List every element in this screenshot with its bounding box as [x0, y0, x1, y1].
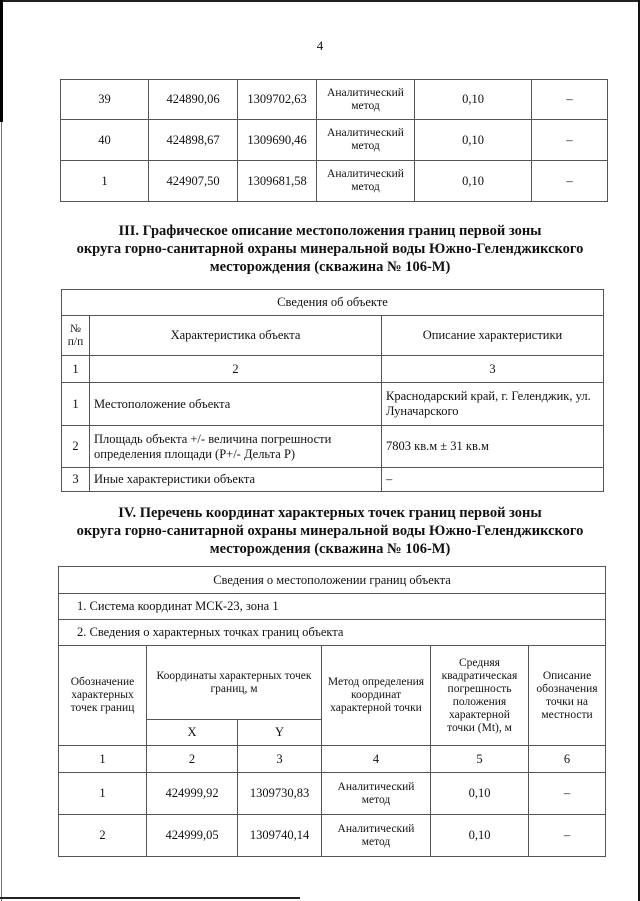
scan-edge-left-thin [1, 122, 2, 901]
col-number: 6 [529, 746, 606, 773]
y-cell: 1309702,63 [238, 80, 317, 120]
point-cell: 2 [59, 815, 147, 857]
desc-cell: – [529, 815, 606, 857]
row-number: 2 [62, 426, 90, 468]
col-number: 2 [90, 356, 382, 383]
header-coords: Координаты характерных точек границ, м [147, 646, 322, 720]
table-row [59, 773, 606, 815]
x-cell: 424999,05 [147, 815, 238, 857]
row-number: 3 [62, 468, 90, 492]
method-cell: Аналитический метод [317, 80, 415, 120]
header-description: Описание характеристики [382, 316, 604, 356]
mt-cell: 0,10 [415, 80, 532, 120]
x-cell: 424907,50 [149, 161, 238, 202]
column-number-row [62, 356, 604, 383]
mt-cell: 0,10 [431, 815, 529, 857]
boundary-coordinates-table [58, 566, 606, 857]
col-number: 1 [62, 356, 90, 383]
heading-line: III. Графическое описание местоположения границ первой зоны [118, 223, 542, 239]
y-cell: 1309740,14 [238, 815, 322, 857]
point-cell: 1 [61, 161, 149, 202]
y-cell: 1309690,46 [238, 120, 317, 161]
heading-line: месторождения (скважина № 106-М) [209, 259, 451, 275]
header-designation: Обозначение характерных точек границ [59, 646, 147, 746]
method-cell: Аналитический метод [317, 161, 415, 202]
scan-edge-top [0, 0, 640, 2]
heading-line: округа горно-санитарной охраны минеральной воды Южно-Геленджикского [76, 523, 584, 539]
table-row [62, 383, 604, 426]
row-number: 1 [62, 383, 90, 426]
characteristic-cell: Местоположение объекта [90, 383, 382, 426]
y-cell: 1309730,83 [238, 773, 322, 815]
points-info: 2. Сведения о характерных точках границ объекта [59, 620, 606, 646]
description-cell: Краснодарский край, г. Геленджик, ул. Луначарского [382, 383, 604, 426]
table-row [59, 815, 606, 857]
coord-system: 1. Система координат МСК-23, зона 1 [59, 594, 606, 620]
desc-cell: – [532, 120, 608, 161]
coord-system-row [59, 594, 606, 620]
col-number: 3 [382, 356, 604, 383]
desc-cell: – [532, 80, 608, 120]
table-title: Сведения о местоположении границ объекта [59, 567, 606, 594]
mt-cell: 0,10 [415, 161, 532, 202]
description-cell: 7803 кв.м ± 31 кв.м [382, 426, 604, 468]
continuation-coordinates-table [60, 79, 608, 202]
table-title-row [59, 567, 606, 594]
method-cell: Аналитический метод [322, 815, 431, 857]
section-4-heading [40, 504, 620, 558]
col-number: 1 [59, 746, 147, 773]
y-cell: 1309681,58 [238, 161, 317, 202]
header-y: Y [238, 720, 322, 746]
object-info-table [61, 289, 604, 492]
table-row [62, 426, 604, 468]
points-info-row [59, 620, 606, 646]
header-characteristic: Характеристика объекта [90, 316, 382, 356]
scan-edge-left [0, 0, 3, 122]
col-number: 5 [431, 746, 529, 773]
table-title-row [62, 290, 604, 316]
point-cell: 39 [61, 80, 149, 120]
desc-cell: – [529, 773, 606, 815]
table-row [61, 161, 608, 202]
header-x: X [147, 720, 238, 746]
table-row [61, 80, 608, 120]
method-cell: Аналитический метод [322, 773, 431, 815]
heading-line: IV. Перечень координат характерных точек границ первой зоны [118, 505, 542, 521]
mt-cell: 0,10 [415, 120, 532, 161]
header-mt: Средняя квадратическая погрешность положения характерной точки (Mt), м [431, 646, 529, 746]
characteristic-cell: Иные характеристики объекта [90, 468, 382, 492]
description-cell: – [382, 468, 604, 492]
col-number: 4 [322, 746, 431, 773]
table-row [62, 468, 604, 492]
characteristic-cell: Площадь объекта +/- величина погрешности определения площади (Р+/- Дельта Р) [90, 426, 382, 468]
col-number: 3 [238, 746, 322, 773]
header-method: Метод определения координат характерной точки [322, 646, 431, 746]
heading-line: округа горно-санитарной охраны минеральной воды Южно-Геленджикского [76, 241, 584, 257]
point-cell: 1 [59, 773, 147, 815]
header-row [62, 316, 604, 356]
point-cell: 40 [61, 120, 149, 161]
col-number: 2 [147, 746, 238, 773]
header-number: № п/п [62, 316, 90, 356]
column-number-row [59, 746, 606, 773]
heading-line: месторождения (скважина № 106-М) [209, 541, 451, 557]
scan-edge-bottom [0, 897, 300, 899]
table-title: Сведения об объекте [62, 290, 604, 316]
desc-cell: – [532, 161, 608, 202]
table-row [61, 120, 608, 161]
header-desc: Описание обозначения точки на местности [529, 646, 606, 746]
page-number: 4 [316, 38, 324, 53]
mt-cell: 0,10 [431, 773, 529, 815]
method-cell: Аналитический метод [317, 120, 415, 161]
x-cell: 424999,92 [147, 773, 238, 815]
x-cell: 424890,06 [149, 80, 238, 120]
header-row [59, 646, 606, 720]
x-cell: 424898,67 [149, 120, 238, 161]
section-3-heading [40, 222, 620, 276]
